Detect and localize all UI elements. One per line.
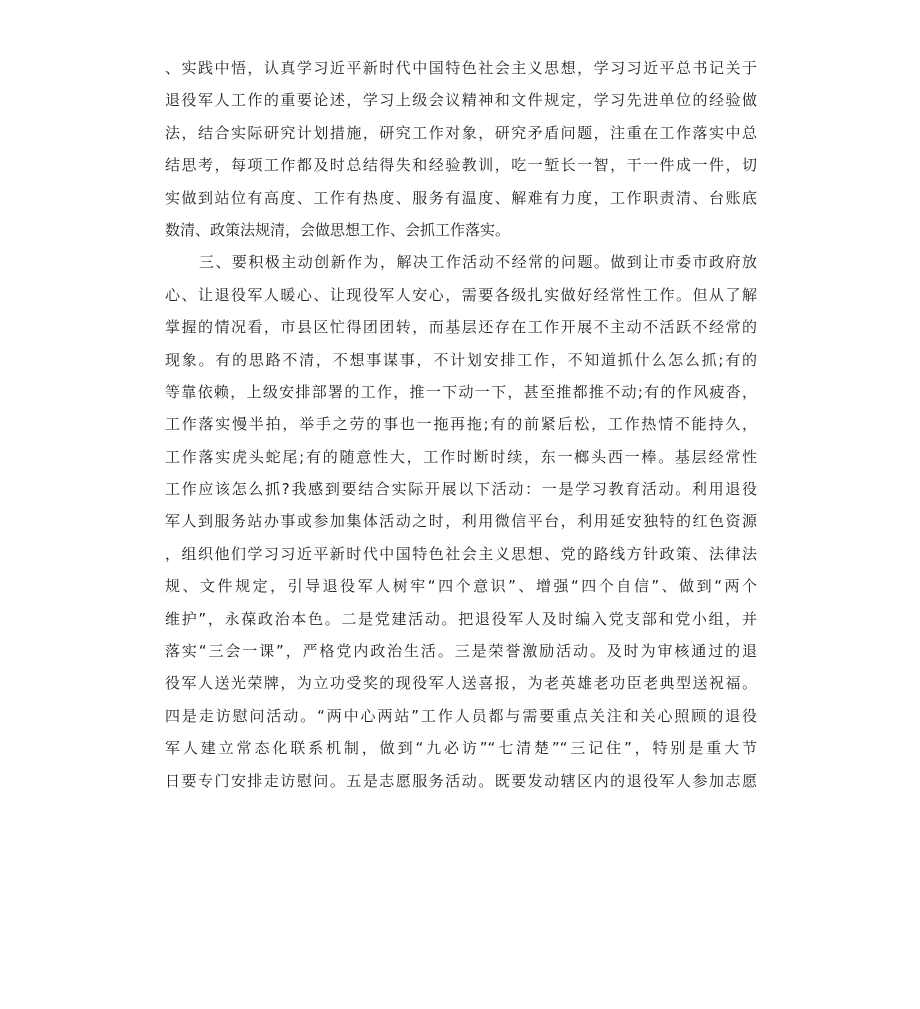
text-line: 实做到站位有高度、工作有热度、服务有温度、解难有力度，工作职责清、台账底 (165, 188, 757, 207)
text-line: 心、让退役军人暖心、让现役军人安心，需要各级扎实做好经常性工作。但从了解 (165, 285, 757, 304)
text-line: 掌握的情况看，市县区忙得团团转，而基层还存在工作开展不主动不活跃不经常的 (165, 318, 757, 337)
text-line: 工作落实慢半拍，举手之劳的事也一拖再拖;有的前紧后松，工作热情不能持久， (165, 415, 757, 434)
text-line: 工作应该怎么抓?我感到要结合实际开展以下活动：一是学习教育活动。利用退役 (165, 480, 757, 499)
text-line: 数清、政策法规清，会做思想工作、会抓工作落实。 (165, 220, 511, 239)
text-line: 军人建立常态化联系机制，做到“九必访”“七清楚”“三记住”，特别是重大节 (165, 739, 757, 758)
text-line: 四是走访慰问活动。“两中心两站”工作人员都与需要重点关注和关心照顾的退役 (165, 706, 757, 725)
text-line: 规、文件规定，引导退役军人树牢“四个意识”、增强“四个自信”、做到“两个 (165, 577, 757, 596)
text-line: 工作落实虎头蛇尾;有的随意性大，工作时断时续，东一榔头西一棒。基层经常性 (165, 447, 757, 466)
text-line: 法，结合实际研究计划措施，研究工作对象，研究矛盾问题，注重在工作落实中总 (165, 123, 757, 142)
text-line: 退役军人工作的重要论述，学习上级会议精神和文件规定，学习先进单位的经验做 (165, 91, 757, 110)
text-line: 维护”，永葆政治本色。二是党建活动。把退役军人及时编入党支部和党小组，并 (165, 609, 757, 628)
text-line: ，组织他们学习习近平新时代中国特色社会主义思想、党的路线方针政策、法律法 (165, 544, 757, 563)
body-text (165, 52, 757, 797)
text-line: 落实“三会一课”，严格党内政治生活。三是荣誉激励活动。及时为审核通过的退 (165, 642, 757, 661)
text-line: 军人到服务站办事或参加集体活动之时，利用微信平台，利用延安独特的红色资源 (165, 512, 757, 531)
paragraph-start-line: 三、要积极主动创新作为，解决工作活动不经常的问题。做到让市委市政府放 (199, 253, 757, 272)
text-line: 、实践中悟，认真学习近平新时代中国特色社会主义思想，学习习近平总书记关于 (165, 59, 757, 77)
text-line: 日要专门安排走访慰问。五是志愿服务活动。既要发动辖区内的退役军人参加志愿 (165, 771, 757, 790)
text-line: 现象。有的思路不清，不想事谋事，不计划安排工作，不知道抓什么怎么抓;有的 (165, 350, 757, 369)
text-line: 役军人送光荣牌，为立功受奖的现役军人送喜报，为老英雄老功臣老典型送祝福。 (165, 674, 757, 693)
text-line: 结思考，每项工作都及时总结得失和经验教训，吃一堑长一智，干一件成一件，切 (165, 156, 757, 175)
text-line: 等靠依赖，上级安排部署的工作，推一下动一下，甚至推都推不动;有的作风疲沓， (165, 382, 757, 401)
